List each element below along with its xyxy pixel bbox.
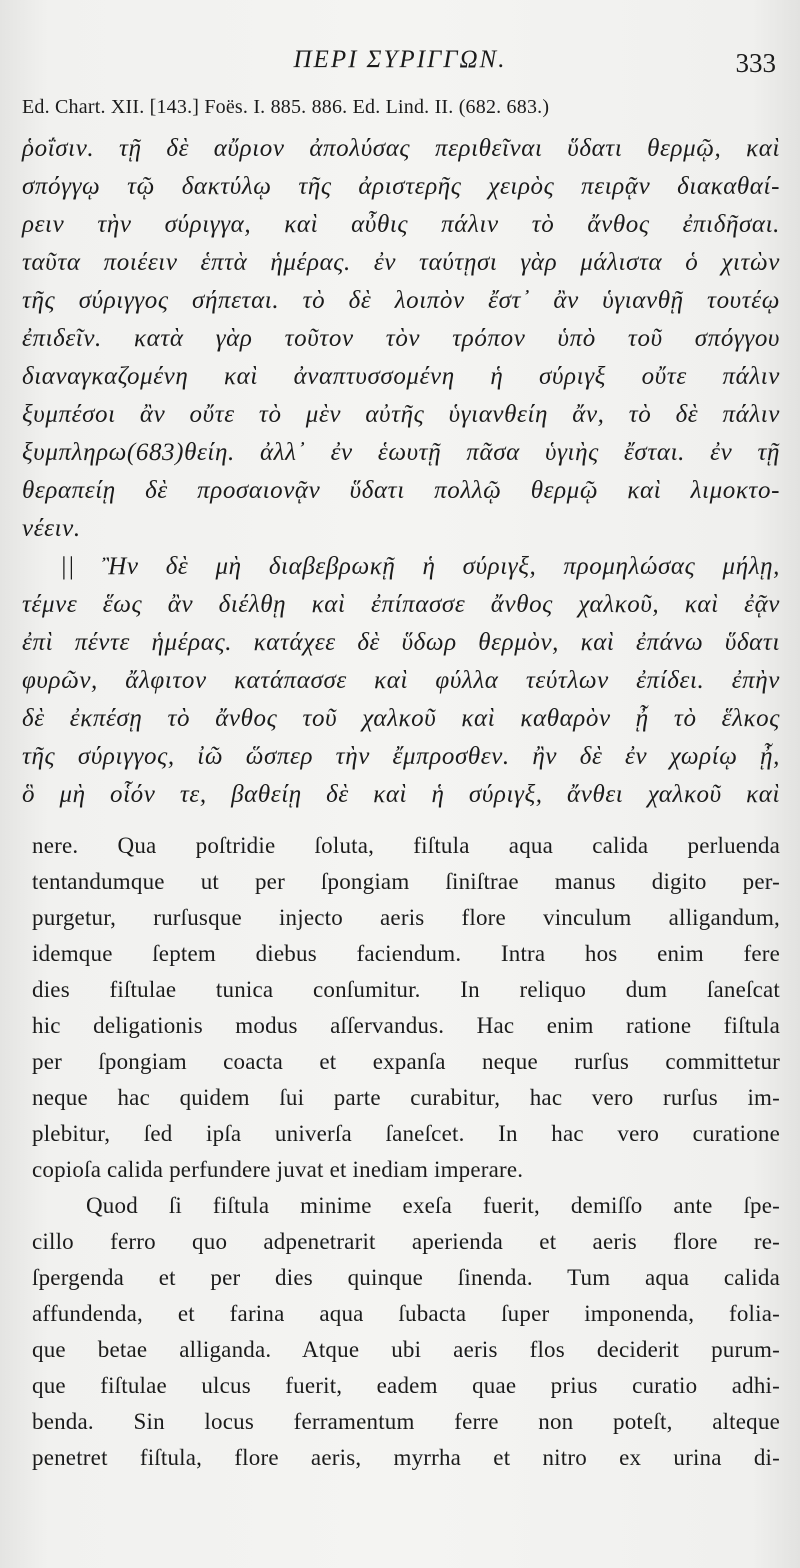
latin-line: purgetur, rurſusque injecto aeris flore vinculum alligandum, (32, 905, 780, 930)
greek-text-block (22, 130, 780, 814)
latin-line: que fiſtulae ulcus fuerit, eadem quae prius curatio adhi- (32, 1373, 780, 1398)
latin-line: copioſa calida perfundere juvat et inediam imperare. (32, 1157, 524, 1182)
page-number: 333 (735, 48, 776, 78)
greek-line: ἐπὶ πέντε ἡμέρας. κατάχεε δὲ ὕδωρ θερμὸν, καὶ ἐπάνω ὕδατι (22, 629, 780, 656)
edition-reference: Ed. Chart. XII. [143.] Foës. I. 885. 886. Ed. Lind. II. (682. 683.) (22, 96, 550, 118)
greek-line: ξυμπέσοι ἂν οὔτε τὸ μὲν αὐτῆς ὑγιανθείη ἄν, τὸ δὲ πάλιν (22, 401, 780, 428)
greek-line: τῆς σύριγγος σήπεται. τὸ δὲ λοιπὸν ἔστ᾽ ἂν ὑγιανθῇ τουτέῳ (22, 287, 780, 314)
latin-line: cillo ferro quo adpenetrarit aperienda et aeris flore re- (32, 1229, 780, 1254)
greek-line: διαναγκαζομένη καὶ ἀναπτυσσομένη ἡ σύριγξ οὔτε πάλιν (22, 363, 780, 390)
greek-line: τῆς σύριγγος, ἰῶ ὥσπερ τὴν ἔμπροσθεν. ἢν δὲ ἐν χωρίῳ ᾖ, (22, 743, 780, 770)
latin-line: tentandumque ut per ſpongiam ſiniſtrae manus digito per- (32, 869, 780, 894)
latin-line: penetret fiſtula, flore aeris, myrrha et nitro ex urina di- (32, 1445, 780, 1470)
greek-line: ὃ μὴ οἷόν τε, βαθείῃ δὲ καὶ ἡ σύριγξ, ἄνθει χαλκοῦ καὶ (22, 781, 780, 808)
greek-line: νέειν. (22, 515, 81, 542)
latin-line: que betae alliganda. Atque ubi aeris flos deciderit purum- (32, 1337, 780, 1362)
running-head (0, 46, 800, 86)
latin-line: dies fiſtulae tunica conſumitur. In reliquo dum ſaneſcat (32, 977, 780, 1002)
greek-line: ταῦτα ποιέειν ἑπτὰ ἡμέρας. ἐν ταύτῃσι γὰρ μάλιστα ὁ χιτὼν (22, 249, 780, 276)
greek-line: θεραπείῃ δὲ προσαιονᾷν ὕδατι πολλῷ θερμῷ καὶ λιμοκτο- (22, 477, 780, 504)
greek-line: ρειν τὴν σύριγγα, καὶ αὖθις πάλιν τὸ ἄνθος ἐπιδῆσαι. (22, 211, 780, 238)
latin-line: idemque ſeptem diebus faciendum. Intra hos enim fere (32, 941, 780, 966)
latin-line: plebitur, ſed ipſa univerſa ſaneſcet. In hac vero curatione (32, 1121, 780, 1146)
greek-line: ῥοΐσιν. τῇ δὲ αὔριον ἀπολύσας περιθεῖναι ὕδατι θερμῷ, καὶ (22, 135, 780, 162)
latin-line: ſpergenda et per dies quinque ſinenda. Tum aqua calida (32, 1265, 780, 1290)
latin-line: hic deligationis modus aſſervandus. Hac enim ratione fiſtula (32, 1013, 780, 1038)
latin-line: nere. Qua poſtridie ſoluta, fiſtula aqua calida perluenda (32, 833, 780, 858)
greek-line: δὲ ἐκπέσῃ τὸ ἄνθος τοῦ χαλκοῦ καὶ καθαρὸν ᾖ τὸ ἕλκος (22, 705, 780, 732)
latin-line: per ſpongiam coacta et expanſa neque rurſus committetur (32, 1049, 780, 1074)
latin-line: benda. Sin locus ferramentum ferre non poteſt, alteque (32, 1409, 780, 1434)
latin-line: Quod ſi fiſtula minime exeſa fuerit, demiſſo ante ſpe- (86, 1193, 780, 1218)
greek-line: φυρῶν, ἄλφιτον κατάπασσε καὶ φύλλα τεύτλων ἐπίδει. ἐπὴν (22, 667, 780, 694)
greek-line: || Ἢν δὲ μὴ διαβεβρωκῇ ἡ σύριγξ, προμηλώσας μήλῃ, (60, 553, 780, 580)
greek-line: ἐπιδεῖν. κατὰ γὰρ τοῦτον τὸν τρόπον ὑπὸ τοῦ σπόγγου (22, 325, 780, 352)
greek-line: τέμνε ἕως ἂν διέλθῃ καὶ ἐπίπασσε ἄνθος χαλκοῦ, καὶ ἐᾷν (22, 591, 780, 618)
running-title: ΠΕΡΙ ΣΥΡΙΓΓΩΝ. (293, 46, 507, 73)
greek-line: ξυμπληρω(683)θείη. ἀλλ᾽ ἐν ἑωυτῇ πᾶσα ὑγιὴς ἔσται. ἐν τῇ (22, 439, 780, 466)
latin-line: neque hac quidem ſui parte curabitur, hac vero rurſus im- (32, 1085, 780, 1110)
latin-line: affundenda, et farina aqua ſubacta ſuper imponenda, folia- (32, 1301, 780, 1326)
latin-text-block (32, 828, 780, 1476)
greek-line: σπόγγῳ τῷ δακτύλῳ τῆς ἀριστερῆς χειρὸς πειρᾷν διακαθαί- (22, 173, 780, 200)
